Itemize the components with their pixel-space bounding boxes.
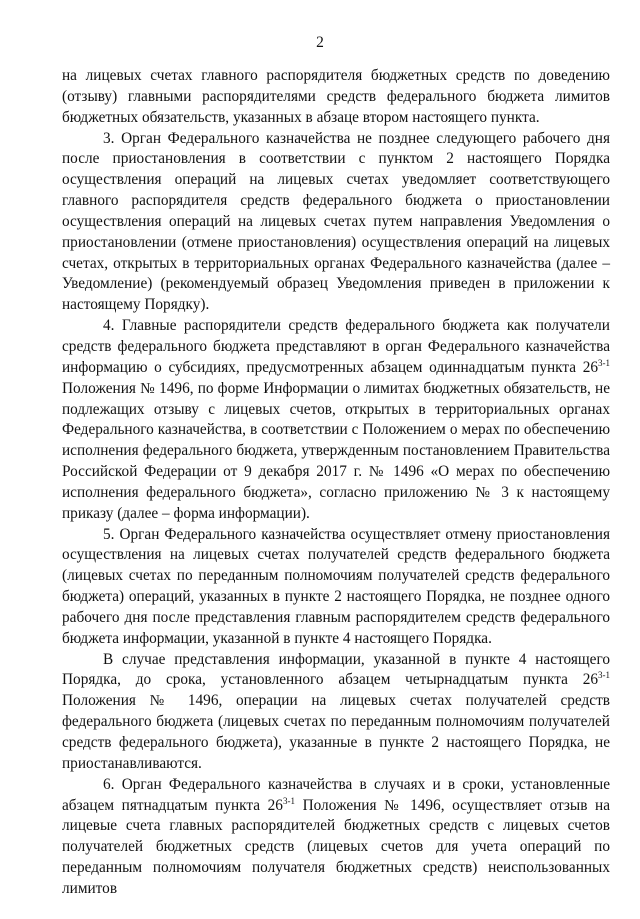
paragraph-continuation [62, 66, 610, 129]
paragraph-item-6 [62, 775, 610, 900]
paragraph-text: Положения № 1496, осуществляет отзыв на лицевые счета главных распорядителей бюджетных средств с лицевых счетов получателей бюджетных средств (лицевых счетов для учета операций по переданным полномочиям получателя бюджетных средств) неиспользованных лимитов [62, 796, 611, 897]
page-number: 2 [316, 34, 324, 51]
superscript: 3-1 [282, 795, 295, 806]
paragraph-text: 6. Орган Федерального казначейства в случаях и в сроки, установленные абзацем пятнадцатым пункта 26 [62, 775, 610, 814]
paragraph-item-5 [62, 525, 610, 650]
superscript: 3-1 [598, 357, 610, 368]
paragraph-item-4 [62, 316, 610, 524]
paragraph-text: 5. Орган Федерального казначейства осуществляет отмену приостановления осуществления на лицевых счетах получателей средств федерального бюджета (лицевых счетах по переданным полномочиям получателей средств федерального бюджета) операций, указанных в пункте 2 настоящего Порядка, не позднее одного рабочего дня после представления главным распорядителем средств федерального бюджета информации, указанной в пункте 4 настоящего Порядка. [62, 525, 610, 647]
paragraph-item-3 [62, 129, 610, 317]
paragraph-text: В случае представления информации, указанной в пункте 4 настоящего Порядка, до срока, установленного абзацем четырнадцатым пункта 26 [62, 650, 610, 689]
paragraph-text: 3. Орган Федерального казначейства не позднее следующего рабочего дня после приостановления в соответствии с пунктом 2 настоящего Порядка осуществления операций на лицевых счетах уведомляет соответствующего главного распорядителя средств федерального бюджета о приостановлении осуществления операций на лицевых счетах путем направления Уведомления о приостановлении (отмене приостановления) осуществления операций на лицевых счетах, открытых в территориальных органах Федерального казначейства (далее – Уведомление) (рекомендуемый образец Уведомления приведен в приложении к настоящему Порядку). [62, 129, 610, 314]
paragraph-text: на лицевых счетах главного распорядителя бюджетных средств по доведению (отзыву) главными распорядителями средств федерального бюджета лимитов бюджетных обязательств, указанных в абзаце втором настоящего пункта. [62, 67, 610, 126]
superscript: 3-1 [598, 670, 610, 681]
document-body [62, 66, 610, 900]
paragraph-text: Положения № 1496, по форме Информации о лимитах бюджетных обязательств, не подлежащих отзыву с лицевых счетов, открытых в территориальных органах Федерального казначейства, в соответствии с Положением о мерах по обеспечению исполнения федерального бюджета, утвержденным постановлением Правительства Российской Федерации от 9 декабря 2017 г. № 1496 «О мерах по обеспечению исполнения федерального бюджета», согласно приложению № 3 к настоящему приказу (далее – форма информации). [62, 379, 610, 522]
paragraph-text: 4. Главные распорядители средств федерального бюджета как получатели средств федерального бюджета представляют в орган Федерального казначейства информацию о субсидиях, предусмотренных абзацем одиннадцатым пункта 26 [62, 317, 610, 376]
paragraph-item-5-case [62, 650, 610, 775]
paragraph-text: Положения № 1496, операции на лицевых счетах получателей средств федерального бюджета (лицевых счетах по переданным полномочиям получателей средств федерального бюджета), указанные в пункте 2 настоящего Порядка, не приостанавливаются. [62, 692, 610, 772]
